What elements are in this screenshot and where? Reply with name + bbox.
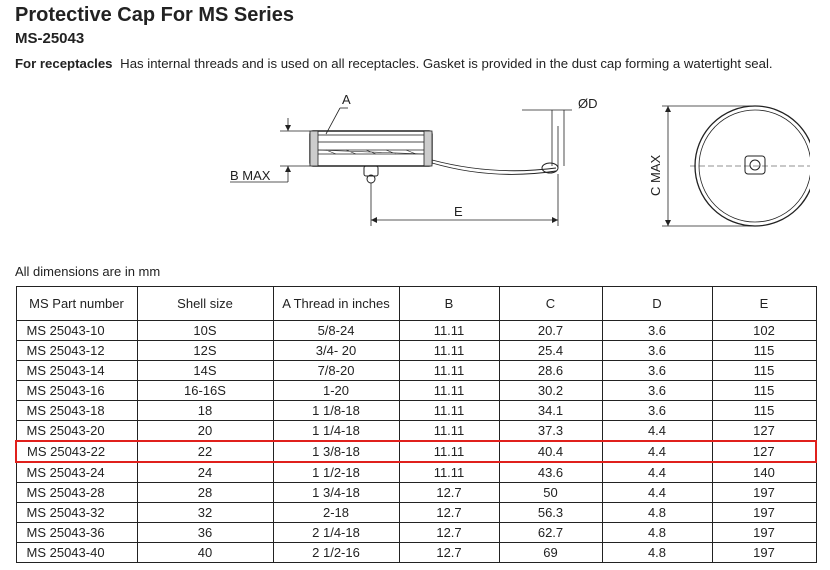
cell-thread: 1-20 xyxy=(273,381,399,401)
header-thread: A Thread in inches xyxy=(273,287,399,321)
cell-shell-size: 24 xyxy=(137,462,273,483)
cell-d: 3.6 xyxy=(602,341,712,361)
technical-drawing xyxy=(210,88,810,238)
cell-e: 115 xyxy=(712,401,816,421)
cell-b: 11.11 xyxy=(399,441,499,462)
cell-shell-size: 22 xyxy=(137,441,273,462)
table-header-row xyxy=(16,287,816,321)
cell-d: 4.4 xyxy=(602,483,712,503)
cell-d: 4.8 xyxy=(602,543,712,563)
label-d: ØD xyxy=(578,96,598,111)
cell-e: 115 xyxy=(712,341,816,361)
cell-thread: 2 1/2-16 xyxy=(273,543,399,563)
description xyxy=(15,56,773,71)
table-row-highlighted xyxy=(16,441,816,462)
label-c-max: C MAX xyxy=(648,154,663,196)
cell-b: 11.11 xyxy=(399,421,499,442)
table-row xyxy=(16,523,816,543)
table-row xyxy=(16,462,816,483)
cell-c: 56.3 xyxy=(499,503,602,523)
cell-d: 3.6 xyxy=(602,401,712,421)
cell-b: 11.11 xyxy=(399,361,499,381)
cell-c: 20.7 xyxy=(499,321,602,341)
cell-e: 102 xyxy=(712,321,816,341)
cell-c: 50 xyxy=(499,483,602,503)
cap-side-view xyxy=(310,126,558,183)
cell-c: 30.2 xyxy=(499,381,602,401)
cell-e: 127 xyxy=(712,441,816,462)
cell-shell-size: 28 xyxy=(137,483,273,503)
cell-thread: 1 1/4-18 xyxy=(273,421,399,442)
cell-d: 3.6 xyxy=(602,321,712,341)
cell-shell-size: 12S xyxy=(137,341,273,361)
page-title: Protective Cap For MS Series xyxy=(15,4,294,26)
table-row xyxy=(16,543,816,563)
cell-b: 11.11 xyxy=(399,381,499,401)
cell-d: 4.4 xyxy=(602,421,712,442)
cell-c: 62.7 xyxy=(499,523,602,543)
cell-c: 34.1 xyxy=(499,401,602,421)
cell-d: 3.6 xyxy=(602,381,712,401)
cell-b: 11.11 xyxy=(399,401,499,421)
cell-shell-size: 16-16S xyxy=(137,381,273,401)
cell-thread: 2-18 xyxy=(273,503,399,523)
label-e: E xyxy=(454,204,463,219)
cell-shell-size: 32 xyxy=(137,503,273,523)
cell-d: 4.4 xyxy=(602,462,712,483)
cell-d: 3.6 xyxy=(602,361,712,381)
cell-thread: 1 1/8-18 xyxy=(273,401,399,421)
cell-shell-size: 40 xyxy=(137,543,273,563)
table-row xyxy=(16,341,816,361)
cell-b: 12.7 xyxy=(399,523,499,543)
cell-c: 28.6 xyxy=(499,361,602,381)
cell-part-number: MS 25043-18 xyxy=(16,401,137,421)
cell-thread: 1 1/2-18 xyxy=(273,462,399,483)
header-part-number: MS Part number xyxy=(16,287,137,321)
cell-d: 4.4 xyxy=(602,441,712,462)
table-row xyxy=(16,421,816,442)
table-row xyxy=(16,401,816,421)
cell-e: 127 xyxy=(712,421,816,442)
cell-thread: 7/8-20 xyxy=(273,361,399,381)
cell-thread: 1 3/8-18 xyxy=(273,441,399,462)
cell-e: 197 xyxy=(712,503,816,523)
header-d: D xyxy=(602,287,712,321)
table-row xyxy=(16,381,816,401)
cell-part-number: MS 25043-16 xyxy=(16,381,137,401)
cell-b: 12.7 xyxy=(399,483,499,503)
cell-e: 197 xyxy=(712,483,816,503)
cap-front-view xyxy=(690,106,810,226)
cell-e: 115 xyxy=(712,381,816,401)
cell-part-number: MS 25043-14 xyxy=(16,361,137,381)
description-label: For receptacles xyxy=(15,56,113,71)
header-e: E xyxy=(712,287,816,321)
cell-shell-size: 36 xyxy=(137,523,273,543)
cell-shell-size: 20 xyxy=(137,421,273,442)
cell-b: 11.11 xyxy=(399,341,499,361)
cell-b: 11.11 xyxy=(399,462,499,483)
cell-d: 4.8 xyxy=(602,503,712,523)
description-text: Has internal threads and is used on all receptacles. Gasket is provided in the dust cap forming a watertight seal. xyxy=(120,56,773,71)
header-shell-size: Shell size xyxy=(137,287,273,321)
cell-e: 197 xyxy=(712,543,816,563)
table-row xyxy=(16,503,816,523)
cell-part-number: MS 25043-10 xyxy=(16,321,137,341)
cell-shell-size: 18 xyxy=(137,401,273,421)
cell-e: 140 xyxy=(712,462,816,483)
cell-c: 25.4 xyxy=(499,341,602,361)
cell-thread: 1 3/4-18 xyxy=(273,483,399,503)
cell-shell-size: 10S xyxy=(137,321,273,341)
cell-thread: 5/8-24 xyxy=(273,321,399,341)
cell-c: 69 xyxy=(499,543,602,563)
cell-shell-size: 14S xyxy=(137,361,273,381)
cell-b: 12.7 xyxy=(399,503,499,523)
cell-b: 11.11 xyxy=(399,321,499,341)
cell-part-number: MS 25043-32 xyxy=(16,503,137,523)
cell-part-number: MS 25043-36 xyxy=(16,523,137,543)
cell-c: 37.3 xyxy=(499,421,602,442)
cell-b: 12.7 xyxy=(399,543,499,563)
cell-part-number: MS 25043-22 xyxy=(16,441,137,462)
header-c: C xyxy=(499,287,602,321)
cell-thread: 2 1/4-18 xyxy=(273,523,399,543)
cell-e: 115 xyxy=(712,361,816,381)
cell-part-number: MS 25043-12 xyxy=(16,341,137,361)
cell-part-number: MS 25043-20 xyxy=(16,421,137,442)
cell-d: 4.8 xyxy=(602,523,712,543)
dimension-note: All dimensions are in mm xyxy=(15,264,161,279)
part-series-subtitle: MS-25043 xyxy=(15,30,85,47)
header-b: B xyxy=(399,287,499,321)
cell-part-number: MS 25043-24 xyxy=(16,462,137,483)
cell-c: 43.6 xyxy=(499,462,602,483)
table-row xyxy=(16,361,816,381)
label-a: A xyxy=(342,92,351,107)
cell-thread: 3/4- 20 xyxy=(273,341,399,361)
table-row xyxy=(16,483,816,503)
cell-part-number: MS 25043-28 xyxy=(16,483,137,503)
cell-c: 40.4 xyxy=(499,441,602,462)
spec-table xyxy=(15,286,817,563)
table-row xyxy=(16,321,816,341)
label-b-max: B MAX xyxy=(230,168,271,183)
cell-e: 197 xyxy=(712,523,816,543)
cell-part-number: MS 25043-40 xyxy=(16,543,137,563)
